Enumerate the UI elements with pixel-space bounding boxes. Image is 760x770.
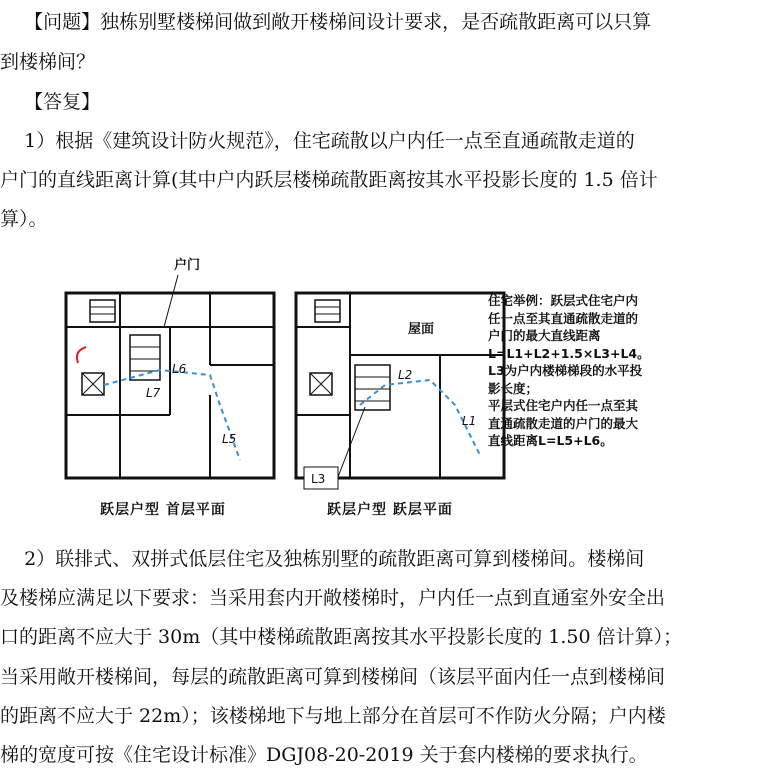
inner-stair <box>355 365 390 410</box>
label-l3: L3 <box>311 472 326 486</box>
label-l1: L1 <box>462 414 477 428</box>
inner-stair <box>130 335 160 380</box>
answer-p2-line-1: 2）联排式、双拼式低层住宅及独栋别墅的疏散距离可算到楼梯间。楼梯间 <box>0 548 645 570</box>
note-line: 平层式住宅户内任一点至其 <box>488 398 639 413</box>
ground-floor-plan <box>66 275 274 478</box>
upper-plan-outline <box>296 293 504 478</box>
caption-ground-floor: 跃层户型 首层平面 <box>100 502 226 518</box>
door-label: 户门 <box>174 258 201 273</box>
l3-leader-line <box>338 407 365 477</box>
answer-p1-line-1: 1）根据《建筑设计防火规范》，住宅疏散以户内任一点至直通疏散走道的 <box>0 130 635 152</box>
answer-p2-line-3: 口的距离不应大于 30m（其中楼梯疏散距离按其水平投影长度的 1.50 倍计算）； <box>0 626 683 648</box>
figure-note <box>488 292 688 450</box>
answer-p1-line-3: 算）。 <box>0 208 48 230</box>
label-l5: L5 <box>222 432 237 446</box>
label-l6: L6 <box>172 362 187 376</box>
note-line: L=L1+L2+1.5×L3+L4。 <box>488 345 650 361</box>
door-leader-line <box>164 275 178 327</box>
note-line: 影长度； <box>488 380 539 396</box>
note-line: 户门的最大直线距离 <box>488 328 601 343</box>
answer-p1-line-2: 户门的直线距离计算(其中户内跃层楼梯疏散距离按其水平投影长度的 1.5 倍计 <box>0 169 658 191</box>
answer-p2-line-6: 梯的宽度可按《住宅设计标准》DGJ08-20-2019 关于套内楼梯的要求执行。 <box>0 744 648 766</box>
question-line-1: 【问题】独栋别墅楼梯间做到敞开楼梯间设计要求，是否疏散距离可以只算 <box>0 11 652 33</box>
answer-heading: 【答复】 <box>0 91 101 113</box>
answer-p2-line-5: 的距离不应大于 22m）；该楼梯地下与地上部分在首层可不作防火分隔；户内楼 <box>0 705 666 727</box>
label-l2: L2 <box>398 368 413 382</box>
note-line: L3为户内楼梯梯段的水平投 <box>488 363 643 378</box>
note-line: 直通疏散走道的户门的最大 <box>488 415 639 431</box>
answer-p2-line-2: 及楼梯应满足以下要求：当采用套内开敞楼梯时，户内任一点到直通室外安全出 <box>0 587 666 609</box>
note-line: 直线距离L=L5+L6。 <box>488 433 613 448</box>
question-line-2: 到楼梯间？ <box>0 51 96 73</box>
roof-label: 屋面 <box>408 322 435 337</box>
upper-floor-plan <box>296 293 504 489</box>
stair-block <box>90 300 115 322</box>
caption-upper-floor: 跃层户型 跃层平面 <box>327 502 453 518</box>
label-l7: L7 <box>146 386 161 400</box>
door-swing-arc <box>77 347 86 363</box>
answer-p2-line-4: 当采用敞开楼梯间，每层的疏散距离可算到楼梯间（该层平面内任一点到楼梯间 <box>0 666 666 688</box>
note-line: 住宅举例：跃层式住宅户内 <box>488 293 639 308</box>
stair-block <box>315 300 340 322</box>
note-line: 任一点至其直通疏散走道的 <box>488 310 639 326</box>
